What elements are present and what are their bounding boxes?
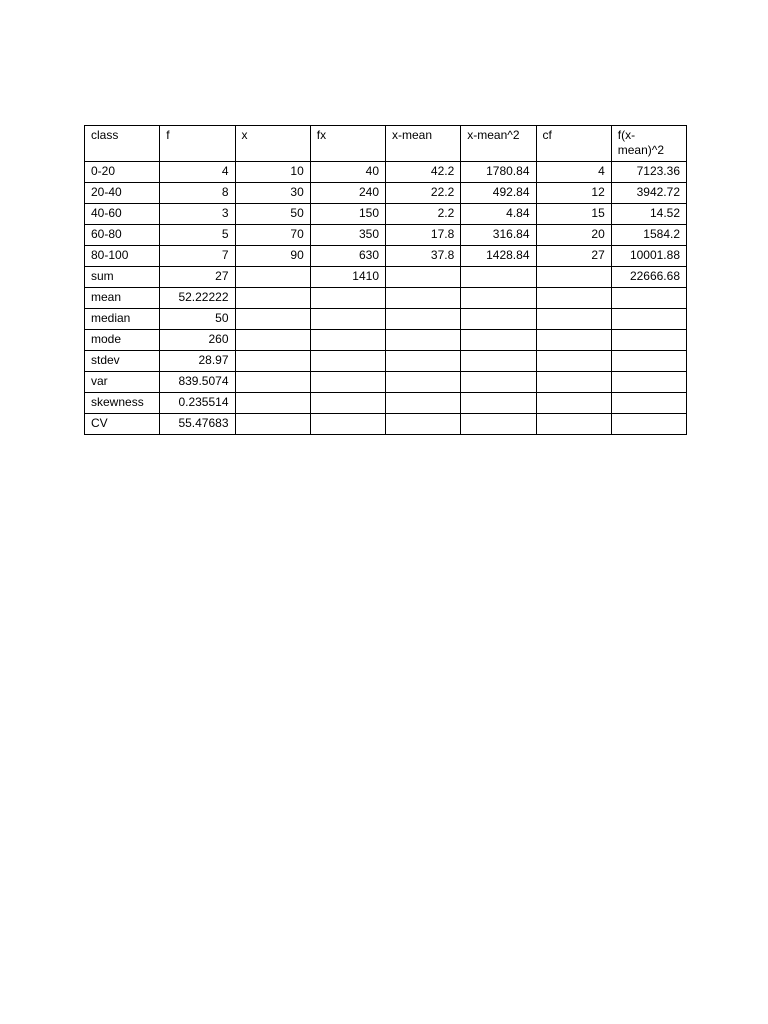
frequency-table — [84, 125, 687, 435]
table-cell: 27 — [160, 267, 235, 288]
table-row — [85, 309, 687, 330]
table-cell — [386, 414, 461, 435]
table-cell — [611, 372, 686, 393]
table-cell — [461, 351, 536, 372]
table-cell: 52.22222 — [160, 288, 235, 309]
table-cell: 12 — [536, 183, 611, 204]
row-label-cell: 0-20 — [85, 162, 160, 183]
row-label-cell: stdev — [85, 351, 160, 372]
table-cell — [235, 414, 310, 435]
table-cell: 42.2 — [386, 162, 461, 183]
table-cell — [235, 267, 310, 288]
table-row — [85, 267, 687, 288]
table-cell — [536, 288, 611, 309]
table-cell: 50 — [160, 309, 235, 330]
table-cell: 839.5074 — [160, 372, 235, 393]
table-cell: 40 — [310, 162, 385, 183]
table-cell: 37.8 — [386, 246, 461, 267]
table-cell — [536, 309, 611, 330]
table-row — [85, 393, 687, 414]
table-row — [85, 330, 687, 351]
table-cell — [310, 414, 385, 435]
table-cell: 1410 — [310, 267, 385, 288]
table-cell: 3 — [160, 204, 235, 225]
table-cell: 0.235514 — [160, 393, 235, 414]
table-cell — [461, 393, 536, 414]
table-cell: 4 — [160, 162, 235, 183]
table-cell — [235, 351, 310, 372]
table-cell — [461, 309, 536, 330]
table-cell: 20 — [536, 225, 611, 246]
table-row — [85, 183, 687, 204]
table-cell: 316.84 — [461, 225, 536, 246]
table-cell: 22.2 — [386, 183, 461, 204]
row-label-cell: 20-40 — [85, 183, 160, 204]
table-cell — [536, 351, 611, 372]
table-cell: 8 — [160, 183, 235, 204]
table-cell: 260 — [160, 330, 235, 351]
table-cell: 1584.2 — [611, 225, 686, 246]
row-label-cell: median — [85, 309, 160, 330]
row-label-cell: 60-80 — [85, 225, 160, 246]
table-cell — [611, 414, 686, 435]
row-label-cell: 40-60 — [85, 204, 160, 225]
header-row — [85, 126, 687, 162]
table-cell — [386, 372, 461, 393]
table-cell — [536, 393, 611, 414]
table-cell — [386, 309, 461, 330]
table-cell: 7 — [160, 246, 235, 267]
table-row — [85, 204, 687, 225]
table-cell: 5 — [160, 225, 235, 246]
table-row — [85, 288, 687, 309]
table-cell: 28.97 — [160, 351, 235, 372]
table-row — [85, 162, 687, 183]
table-row — [85, 414, 687, 435]
row-label-cell: sum — [85, 267, 160, 288]
table-cell: 10001.88 — [611, 246, 686, 267]
table-cell — [235, 288, 310, 309]
table-cell: 17.8 — [386, 225, 461, 246]
column-header-x-mean: x-mean — [386, 126, 461, 162]
table-cell — [461, 288, 536, 309]
table-cell — [310, 393, 385, 414]
table-cell: 30 — [235, 183, 310, 204]
table-cell — [611, 330, 686, 351]
table-cell — [235, 372, 310, 393]
table-cell — [536, 414, 611, 435]
column-header-f: f — [160, 126, 235, 162]
column-header-x: x — [235, 126, 310, 162]
table-cell: 4 — [536, 162, 611, 183]
table-cell — [386, 267, 461, 288]
table-cell — [235, 393, 310, 414]
column-header-class: class — [85, 126, 160, 162]
table-cell: 50 — [235, 204, 310, 225]
table-cell: 90 — [235, 246, 310, 267]
row-label-cell: CV — [85, 414, 160, 435]
table-cell: 240 — [310, 183, 385, 204]
table-cell — [461, 330, 536, 351]
table-cell: 4.84 — [461, 204, 536, 225]
table-cell: 150 — [310, 204, 385, 225]
column-header-f-x-mean-squared: f(x-mean)^2 — [611, 126, 686, 162]
table-cell — [386, 330, 461, 351]
table-cell — [461, 414, 536, 435]
table-cell: 14.52 — [611, 204, 686, 225]
table-cell: 70 — [235, 225, 310, 246]
table-cell — [386, 393, 461, 414]
table-cell: 1780.84 — [461, 162, 536, 183]
table-cell — [310, 309, 385, 330]
table-cell: 3942.72 — [611, 183, 686, 204]
table-cell — [611, 309, 686, 330]
table-cell — [611, 288, 686, 309]
table-cell — [536, 330, 611, 351]
table-cell — [310, 351, 385, 372]
table-cell — [611, 393, 686, 414]
table-cell: 27 — [536, 246, 611, 267]
row-label-cell: var — [85, 372, 160, 393]
table-cell: 2.2 — [386, 204, 461, 225]
table-row — [85, 225, 687, 246]
table-row — [85, 246, 687, 267]
table-cell — [386, 351, 461, 372]
table-cell — [536, 267, 611, 288]
row-label-cell: 80-100 — [85, 246, 160, 267]
table-cell: 55.47683 — [160, 414, 235, 435]
table-cell — [310, 372, 385, 393]
table-cell: 15 — [536, 204, 611, 225]
column-header-fx: fx — [310, 126, 385, 162]
table-row — [85, 372, 687, 393]
row-label-cell: skewness — [85, 393, 160, 414]
table-cell: 22666.68 — [611, 267, 686, 288]
table-cell — [310, 288, 385, 309]
column-header-cf: cf — [536, 126, 611, 162]
table-cell: 7123.36 — [611, 162, 686, 183]
row-label-cell: mean — [85, 288, 160, 309]
table-cell — [536, 372, 611, 393]
table-cell — [235, 330, 310, 351]
table-cell: 350 — [310, 225, 385, 246]
table-cell — [310, 330, 385, 351]
table-cell — [461, 267, 536, 288]
table-row — [85, 351, 687, 372]
table-cell: 10 — [235, 162, 310, 183]
table-cell — [611, 351, 686, 372]
table-cell: 492.84 — [461, 183, 536, 204]
table-cell: 1428.84 — [461, 246, 536, 267]
table-body — [85, 162, 687, 435]
table-cell — [461, 372, 536, 393]
table-cell — [235, 309, 310, 330]
table-cell — [386, 288, 461, 309]
table-cell: 630 — [310, 246, 385, 267]
column-header-x-mean-squared: x-mean^2 — [461, 126, 536, 162]
row-label-cell: mode — [85, 330, 160, 351]
table-header — [85, 126, 687, 162]
